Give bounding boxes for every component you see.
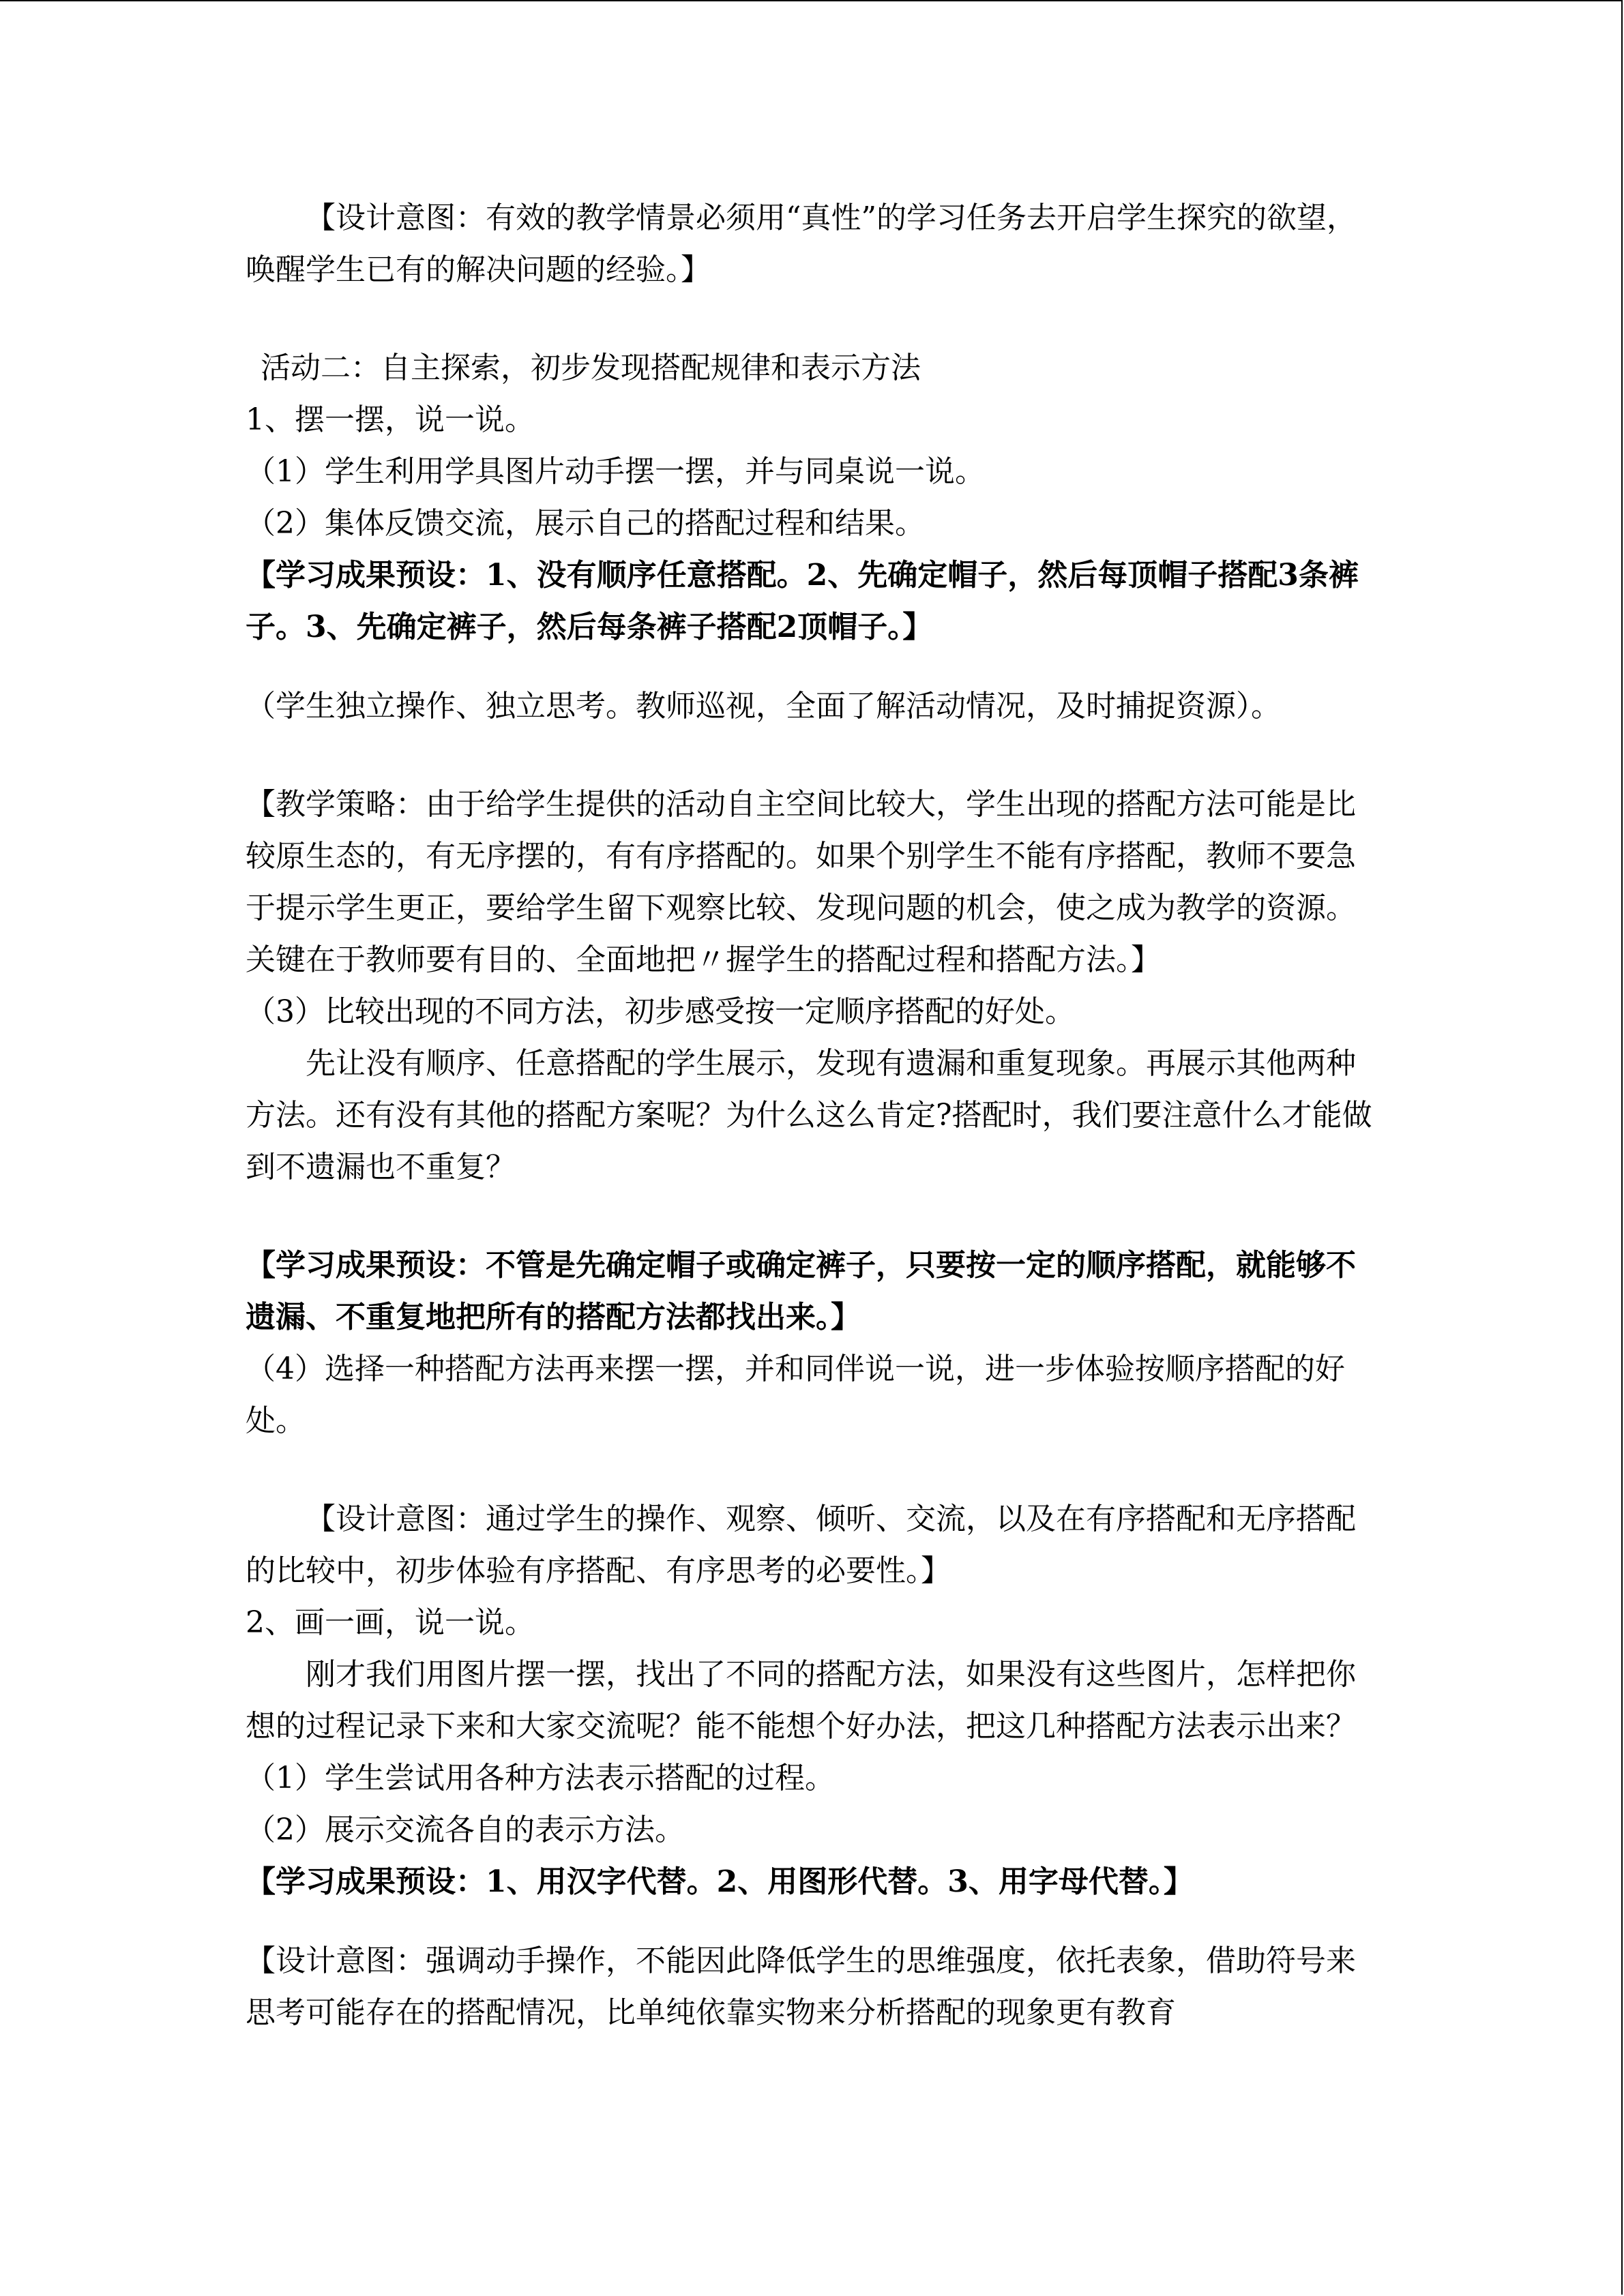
spacer <box>246 1193 1378 1240</box>
step-1-item-1: （1）学生利用学具图片动手摆一摆，并与同桌说一说。 <box>246 454 985 489</box>
drawing-intro-paragraph: 刚才我们用图片摆一摆，找出了不同的搭配方法，如果没有这些图片，怎样把你想的过程记录下来和大家交流呢？能不能想个好办法，把这几种搭配方法表示出来？ <box>246 1657 1356 1744</box>
step-1-heading: 1、摆一摆，说一说。 <box>246 402 535 437</box>
comparison-paragraph: 先让没有顺序、任意搭配的学生展示，发现有遗漏和重复现象。再展示其他两种方法。还有没有其他的搭配方案呢？为什么这么肯定?搭配时，我们要注意什么才能做到不遗漏也不重复？ <box>246 1046 1372 1184</box>
student-operation-note: （学生独立操作、独立思考。教师巡视，全面了解活动情况，及时捕捉资源）。 <box>246 689 1281 724</box>
step-2-item-1: （1）学生尝试用各种方法表示搭配的过程。 <box>246 1761 835 1795</box>
activity-2-heading: 活动二：自主探索，初步发现搭配规律和表示方法 <box>261 351 921 385</box>
step-1-item-3: （3）比较出现的不同方法，初步感受按一定顺序搭配的好处。 <box>246 994 1075 1029</box>
step-1-item-2: （2）集体反馈交流，展示自己的搭配过程和结果。 <box>246 506 925 541</box>
learning-outcome-3: 【学习成果预设：1、用汉字代替。2、用图形代替。3、用字母代替。】 <box>246 1864 1194 1899</box>
design-intent-2: 【设计意图：通过学生的操作、观察、倾听、交流，以及在有序搭配和无序搭配的比较中，初步体验有序搭配、有序思考的必要性。】 <box>246 1502 1356 1588</box>
spacer <box>246 653 1378 681</box>
step-2-heading: 2、画一画，说一说。 <box>246 1605 535 1640</box>
learning-outcome-2: 【学习成果预设：不管是先确定帽子或确定裤子，只要按一定的顺序搭配，就能够不遗漏、不重复地把所有的搭配方法都找出来。】 <box>246 1248 1356 1335</box>
teaching-strategy: 【教学策略：由于给学生提供的活动自主空间比较大，学生出现的搭配方法可能是比较原生态的，有无序摆的，有有序搭配的。如果个别学生不能有序搭配，教师不要急于提示学生更正，要给学生留下观察比较、发现问题的机会，使之成为教学的资源。关键在于教师要有目的、全面地把〃握学生的搭配过程和搭配方法。】 <box>246 787 1356 977</box>
step-2-item-2: （2）展示交流各自的表示方法。 <box>246 1813 685 1847</box>
design-intent-3: 【设计意图：强调动手操作，不能因此降低学生的思维强度，依托表象，借助符号来思考可能存在的搭配情况，比单纯依靠实物来分析搭配的现象更有教育 <box>246 1943 1356 2030</box>
spacer <box>246 732 1378 779</box>
spacer <box>246 1447 1378 1493</box>
spacer <box>246 296 1378 342</box>
spacer <box>246 1908 1378 1935</box>
document-body <box>246 192 1378 2039</box>
design-intent-1: 【设计意图：有效的教学情景必须用“真性”的学习任务去开启学生探究的欲望，唤醒学生已有的解决问题的经验。】 <box>246 200 1357 287</box>
step-1-item-4: （4）选择一种搭配方法再来摆一摆，并和同伴说一说，进一步体验按顺序搭配的好处。 <box>246 1352 1345 1438</box>
learning-outcome-1: 【学习成果预设：1、没有顺序任意搭配。2、先确定帽子，然后每顶帽子搭配3条裤子。3、先确定裤子，然后每条裤子搭配2顶帽子。】 <box>246 558 1359 644</box>
